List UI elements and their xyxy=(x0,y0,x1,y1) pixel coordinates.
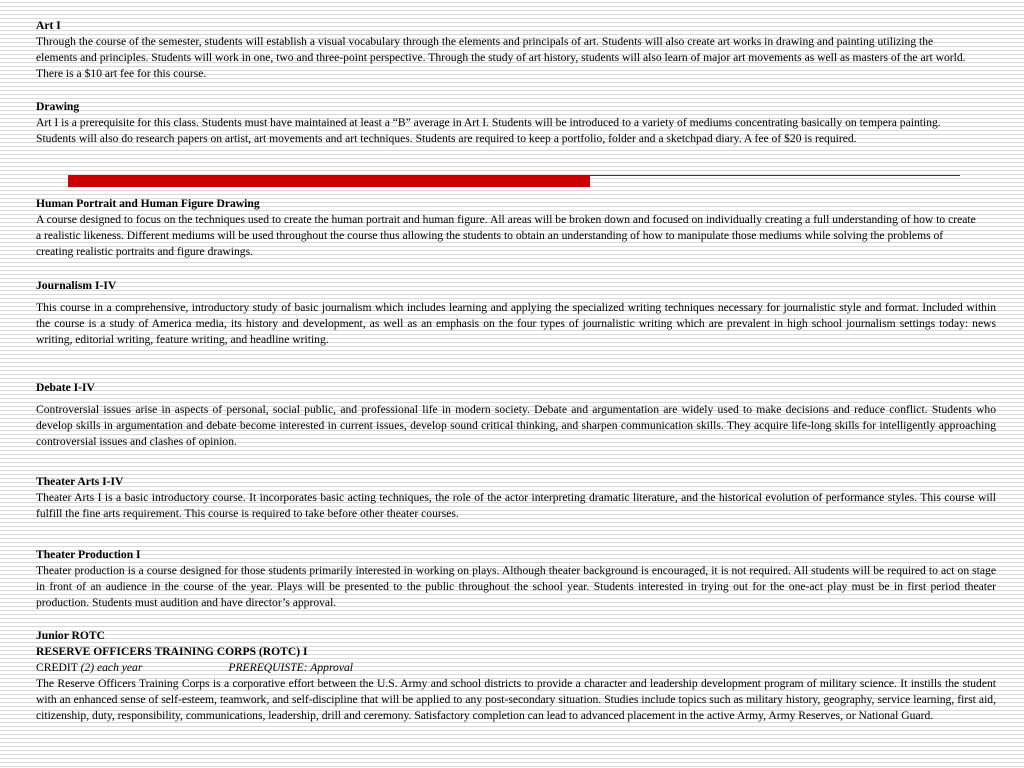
section-title: Debate I-IV xyxy=(36,381,95,394)
credit-line xyxy=(36,660,996,676)
section-theater-arts xyxy=(36,474,996,522)
section-description: Art I is a prerequisite for this class. Students must have maintained at least a “B” average in Art I. Students will be introduced to a variety of mediums concentrating basically on tempera painting. Students will also do research papers on artist, art movements and art techniques. Students are required to keep a portfolio, folder and a sketchpad diary. A fee of $20 is required. xyxy=(36,116,941,145)
prerequisite: PREREQUISTE: Approval xyxy=(228,661,353,674)
section-title: Drawing xyxy=(36,100,80,113)
credit-label: CREDIT xyxy=(36,661,81,674)
section-description: This course in a comprehensive, introductory study of basic journalism which includes learning and applying the specialized writing techniques necessary for journalistic style and format. Included within the course is a study of America media, its history and development, as well as an emphasis on the four types of journalistic writing which are prevalent in high school journalism settings today: news writing, editorial writing, feature writing, and headline writing. xyxy=(36,301,996,346)
section-description: A course designed to focus on the techniques used to create the human portrait and human figure. All areas will be broken down and focused on individually creating a full understanding of how to create a realistic likeness. Different mediums will be used throughout the course thus allowing the students to obtain an understanding of how to manipulate those mediums while solving the problems of creating realistic portraits and figure drawings. xyxy=(36,213,976,258)
section-art-1 xyxy=(36,18,976,82)
section-theater-production xyxy=(36,547,996,611)
section-title: Theater Production I xyxy=(36,548,141,561)
section-human-portrait xyxy=(36,196,976,260)
section-description: The Reserve Officers Training Corps is a corporative effort between the U.S. Army and school districts to provide a character and leadership development program of military science. It instills the student with an enhanced sense of self-esteem, teamwork, and self-discipline that will be applied to any post-secondary situation. Studies include topics such as military history, geography, service learning, first aid, citizenship, duty, responsibility, communications, leadership, drill and ceremony. Satisfactory completion can lead to advanced placement in the active Army, Army Reserves, or National Guard. xyxy=(36,677,996,722)
section-title: Art I xyxy=(36,19,61,32)
section-debate xyxy=(36,380,996,450)
section-subtitle: RESERVE OFFICERS TRAINING CORPS (ROTC) I xyxy=(36,645,308,658)
section-description: Through the course of the semester, students will establish a visual vocabulary through the elements and principals of art. Students will also create art works in drawing and painting utilizing the elements and principles. Students will work in one, two and three-point perspective. Through the study of art history, students will also learn of major art movements as well as masters of the art world. There is a $10 art fee for this course. xyxy=(36,35,966,80)
credit-value: (2) each year xyxy=(80,661,143,674)
section-description: Theater Arts I is a basic introductory course. It incorporates basic acting techniques, the role of the actor interpreting dramatic literature, and the historical evolution of performance styles. This course will fulfill the fine arts requirement. This course is required to take before other theater courses. xyxy=(36,491,996,520)
section-title: Theater Arts I-IV xyxy=(36,475,124,488)
divider-bar xyxy=(68,175,590,187)
section-journalism xyxy=(36,278,996,348)
section-description: Theater production is a course designed for those students primarily interested in working on plays. Although theater background is encouraged, it is not required. All students will be required to act on stage in front of an audience in the course of the year. Plays will be presented to the public throughout the school year. Students interested in trying out for the one-act play must be in first period theater production. Students must audition and have director’s approval. xyxy=(36,564,996,609)
section-drawing xyxy=(36,99,956,147)
section-description: Controversial issues arise in aspects of personal, social public, and professional life in modern society. Debate and argumentation are widely used to make decisions and reduce conflict. Students who develop skills in argumentation and debate become interested in current issues, develop sound critical thinking, and sharpen communication skills. They acquire life-long skills for intelligently approaching controversial issues and clashes of opinion. xyxy=(36,403,996,448)
section-title: Human Portrait and Human Figure Drawing xyxy=(36,197,260,210)
section-title: Junior ROTC xyxy=(36,629,106,642)
section-junior-rotc xyxy=(36,628,996,724)
section-title: Journalism I-IV xyxy=(36,279,117,292)
